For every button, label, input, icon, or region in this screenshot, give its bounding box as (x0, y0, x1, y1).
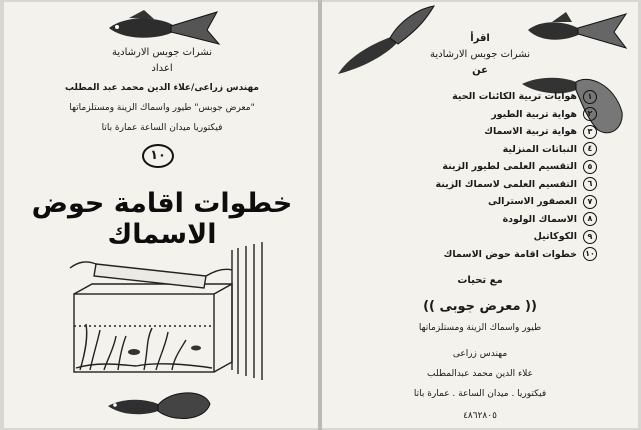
engineer-name: علاء الدين محمد عبدالمطلب (427, 369, 533, 379)
exhibit-name: (( معرض جوبى )) (423, 299, 537, 314)
topic-number: ٨ (583, 212, 597, 226)
list-item (352, 193, 597, 211)
right-series-title: نشرات جوبس الارشادية (430, 49, 530, 60)
list-item (352, 106, 597, 124)
topic-number: ١ (583, 90, 597, 104)
topic-number: ٣ (583, 125, 597, 139)
list-item (352, 158, 597, 176)
engineer-label: مهندس زراعى (452, 349, 508, 359)
greeting: مع تحيات (457, 275, 503, 286)
guppy-fish-bottom-icon (100, 384, 218, 426)
author-line: مهندس زراعى/علاء الدين محمد عبد المطلب (65, 83, 259, 93)
prepared-by: اعداد (151, 63, 173, 74)
topic-label: هواية تربية الطيور (491, 108, 577, 120)
topic-number: ٥ (583, 160, 597, 174)
exhibit-line: "معرض جوبس" طيور واسماك الزينة ومستلزماتها (69, 103, 255, 113)
topic-label: العصفور الاسترالى (487, 196, 577, 208)
series-title: نشرات جوبس الارشادية (112, 47, 212, 58)
topic-label: التقسيم العلمى لطيور الزينة (442, 161, 577, 173)
topic-number: ٤ (583, 142, 597, 156)
list-item (352, 176, 597, 194)
topic-label: النباتات المنزلية (502, 143, 577, 155)
topic-label: هوايات تربية الكائنات الحية (452, 91, 577, 103)
phone-number: ٤٨٦٢٨٠٥ (463, 411, 497, 421)
topic-number: ٩ (583, 230, 597, 244)
topic-label: هواية تربية الاسماك (484, 126, 577, 138)
main-title: خطوات اقامة حوض الاسماك (31, 188, 293, 250)
list-item (352, 246, 597, 264)
read-label: اقرأ (470, 33, 490, 44)
list-item (352, 211, 597, 229)
topic-number: ٢ (583, 107, 597, 121)
aquarium-illustration (56, 240, 286, 380)
list-item (352, 141, 597, 159)
list-item (352, 228, 597, 246)
right-page (322, 2, 638, 428)
topic-number: ٧ (583, 195, 597, 209)
list-item (352, 123, 597, 141)
address-line: فيكتوريا ميدان الساعة عمارة باتا (101, 123, 223, 133)
topic-label: خطوات اقامة حوض الاسماك (443, 248, 577, 260)
exhibit-desc: طيور واسماك الزينة ومستلزماتها (418, 323, 542, 333)
topic-label: التقسيم العلمى لاسماك الزينة (435, 178, 577, 190)
topic-number: ٦ (583, 177, 597, 191)
left-page (4, 2, 320, 428)
address: فيكتوريا . ميدان الساعة . عمارة باتا (413, 389, 547, 399)
topic-label: الاسماك الولودة (502, 213, 577, 225)
topic-label: الكوكاتيل (533, 231, 577, 243)
guppy-fish-icon (99, 8, 224, 46)
issue-number-badge: ١٠ (142, 144, 174, 168)
list-item (352, 88, 597, 106)
about-label: عن (472, 65, 488, 76)
topic-number: ١٠ (583, 247, 597, 261)
topics-list (352, 88, 597, 263)
